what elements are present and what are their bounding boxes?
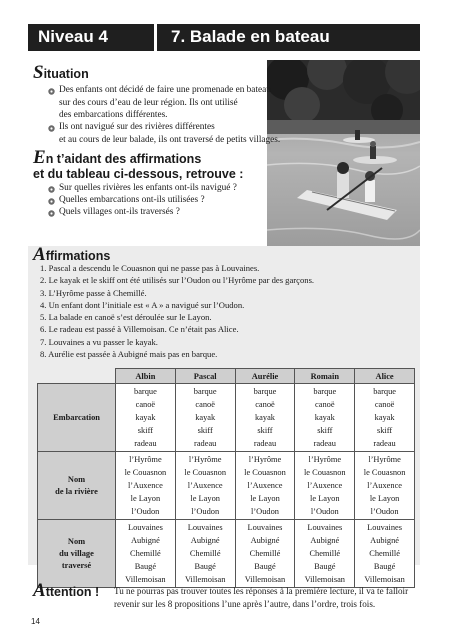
cell-option: skiff — [197, 426, 213, 435]
cell-option: le Layon — [310, 494, 340, 503]
cell-option: radeau — [313, 439, 336, 448]
cell-option: Villemoisan — [244, 575, 286, 584]
table-cell — [355, 520, 415, 588]
attention-line: revenir sur les 8 propositions l’une après l’autre, dans l’ordre, trois fois. — [114, 598, 376, 609]
cell-option: canoë — [195, 400, 215, 409]
cell-option: Louvaines — [187, 523, 223, 532]
gear-bullet-icon — [48, 125, 55, 132]
cell-option: canoë — [135, 400, 156, 409]
table-cell — [175, 384, 235, 452]
gear-bullet-icon — [48, 186, 55, 193]
table-row — [38, 384, 415, 452]
column-header: Albin — [116, 369, 176, 384]
cell-option: Baugé — [254, 562, 276, 571]
cell-option: le Layon — [130, 494, 161, 503]
cell-option: l’Hyrôme — [129, 455, 162, 464]
level-label: Niveau 4 — [38, 27, 108, 46]
question-item: Quelles embarcations ont-ils utilisées ? — [59, 195, 205, 205]
affirmation-item: 3. L’Hyrôme passe à Chemillé. — [40, 287, 147, 298]
table-row — [38, 452, 415, 520]
situation-line: sur des cours d’eau de leur région. Ils ont utilisé — [59, 97, 238, 108]
table-cell — [235, 384, 295, 452]
cell-option: le Couasnon — [363, 468, 406, 477]
cell-option: Baugé — [314, 562, 336, 571]
cell-option: barque — [373, 387, 396, 396]
row-label — [38, 452, 116, 520]
situation-line: Ils ont navigué sur des rivières différentes — [59, 122, 215, 132]
cell-option: barque — [313, 387, 337, 396]
cell-option: Chemillé — [130, 549, 161, 558]
table-cell — [355, 384, 415, 452]
cell-option: kayak — [135, 413, 156, 422]
question-item: Quels villages ont-ils traversés ? — [59, 207, 180, 217]
header-divider — [154, 24, 157, 51]
cell-option: Louvaines — [307, 523, 343, 532]
cell-option: Villemoisan — [125, 575, 166, 584]
affirmation-item: 4. Un enfant dont l’initiale est « A » a navigué sur l’Oudon. — [40, 299, 245, 310]
cell-option: Aubigné — [250, 536, 280, 545]
column-header: Aurélie — [235, 369, 295, 384]
cell-option: l’Oudon — [370, 507, 399, 516]
cell-option: l’Hyrôme — [248, 455, 282, 464]
row-label-line: Embarcation — [53, 412, 100, 422]
cell-option: Baugé — [194, 562, 216, 571]
row-label — [38, 520, 116, 588]
question-heading-line2: et du tableau ci-dessous, retrouve : — [33, 167, 244, 181]
table-cell — [175, 520, 235, 588]
affirmation-item: 8. Aurélie est passée à Aubigné mais pas en barque. — [40, 349, 218, 360]
situation-bullet-1 — [59, 84, 271, 122]
cell-option: Louvaines — [247, 523, 283, 532]
affirmations-heading-text: ffirmations — [45, 249, 111, 263]
gear-bullet-icon — [48, 210, 55, 217]
cell-option: le Layon — [369, 494, 400, 503]
cell-option: Aubigné — [370, 536, 400, 545]
column-header: Romain — [295, 369, 355, 384]
cell-option: l’Hyrôme — [188, 455, 222, 464]
row-label-line: Nom — [67, 474, 86, 484]
cell-option: l’Oudon — [191, 507, 220, 516]
table-cell — [355, 452, 415, 520]
affirmations-list — [40, 262, 314, 360]
situation-line: des embarcations différentes. — [59, 110, 168, 120]
cell-option: skiff — [376, 426, 393, 435]
question-heading-line1: n t’aidant des affirmations — [45, 152, 202, 166]
cell-option: l’Oudon — [251, 507, 279, 516]
row-label-line: traversé — [61, 560, 92, 570]
cell-option: kayak — [314, 413, 335, 422]
cell-option: l’Hyrôme — [308, 455, 342, 464]
cell-option: Baugé — [134, 562, 157, 571]
affirmation-item: 2. Le kayak et le skiff ont été utilisés sur l’Oudon ou l’Hyrôme par des garçons. — [40, 275, 315, 286]
cell-option: Chemillé — [189, 549, 221, 558]
chapter-header — [28, 24, 420, 51]
situation-initial: S — [33, 62, 44, 83]
row-label-line: Nom — [67, 536, 86, 546]
cell-option: Louvaines — [367, 523, 403, 532]
cell-option: Baugé — [373, 562, 396, 571]
affirmations-initial: A — [33, 244, 46, 265]
row-label — [38, 384, 116, 452]
table-cell — [116, 452, 176, 520]
cell-option: Villemoisan — [304, 575, 345, 584]
canoe-river-photo — [267, 60, 420, 248]
table-cell — [295, 520, 355, 588]
cell-option: kayak — [254, 413, 275, 422]
cell-option: le Couasnon — [184, 468, 227, 477]
cell-option: kayak — [374, 413, 395, 422]
table-corner — [38, 369, 116, 384]
situation-heading — [33, 62, 89, 84]
page-number: 14 — [31, 617, 40, 626]
cell-option: le Couasnon — [303, 468, 346, 477]
table-cell — [116, 520, 176, 588]
affirmation-item: 7. Louvaines a vu passer le kayak. — [40, 336, 158, 347]
question-list — [59, 182, 237, 218]
cell-option: Villemoisan — [184, 575, 226, 584]
question-initial: E — [33, 147, 46, 168]
cell-option: le Couasnon — [124, 468, 167, 477]
row-label-line: de la rivière — [55, 486, 98, 496]
cell-option: l’Hyrôme — [368, 455, 401, 464]
cell-option: le Layon — [190, 494, 220, 503]
cell-option: kayak — [195, 413, 216, 422]
cell-option: Villemoisan — [364, 575, 405, 584]
cell-option: Louvaines — [127, 523, 163, 532]
cell-option: barque — [193, 387, 217, 396]
cell-option: skiff — [317, 426, 333, 435]
table-cell — [235, 452, 295, 520]
cell-option: Aubigné — [130, 536, 160, 545]
logic-grid-table — [37, 368, 415, 588]
gear-bullet-icon — [48, 198, 55, 205]
cell-option: l’Auxence — [127, 481, 163, 490]
cell-option: canoë — [374, 400, 395, 409]
cell-option: l’Oudon — [310, 507, 339, 516]
column-header: Pascal — [175, 369, 235, 384]
cell-option: radeau — [373, 439, 396, 448]
table-cell — [235, 520, 295, 588]
cell-option: l’Auxence — [307, 481, 343, 490]
attention-line: Tu ne pourras pas trouver toutes les réponses à la première lecture, il va te falloir — [114, 586, 409, 596]
cell-option: radeau — [253, 439, 277, 448]
cell-option: canoë — [255, 400, 275, 409]
attention-heading-text: ttention ! — [45, 585, 100, 599]
row-label-line: du village — [59, 548, 94, 558]
cell-option: Chemillé — [309, 549, 341, 558]
affirmation-item: 1. Pascal a descendu le Couasnon qui ne passe pas à Louvaines. — [40, 263, 260, 273]
situation-heading-text: ituation — [43, 67, 89, 81]
attention-text — [114, 585, 419, 610]
gear-bullet-icon — [48, 88, 55, 95]
cell-option: l’Auxence — [187, 481, 223, 490]
cell-option: Aubigné — [190, 536, 220, 545]
cell-option: barque — [134, 387, 157, 396]
table-header-row — [38, 369, 415, 384]
cell-option: l’Auxence — [247, 481, 283, 490]
table-cell — [175, 452, 235, 520]
cell-option: radeau — [194, 439, 217, 448]
cell-option: skiff — [257, 426, 273, 435]
cell-option: Aubigné — [310, 536, 340, 545]
attention-heading — [33, 580, 99, 602]
table-row — [38, 520, 415, 588]
table-cell — [295, 384, 355, 452]
column-header: Alice — [355, 369, 415, 384]
cell-option: radeau — [134, 439, 157, 448]
situation-line: Des enfants ont décidé de faire une promenade en bateau — [59, 85, 271, 95]
cell-option: canoë — [315, 400, 335, 409]
cell-option: l’Auxence — [367, 481, 403, 490]
affirmation-item: 6. Le radeau est passé à Villemoisan. Ce n’était pas Alice. — [40, 324, 239, 335]
cell-option: l’Oudon — [131, 507, 160, 516]
table-cell — [295, 452, 355, 520]
cell-option: le Layon — [250, 494, 280, 503]
attention-initial: A — [33, 580, 46, 601]
question-heading — [33, 147, 244, 182]
cell-option: le Couasnon — [244, 468, 286, 477]
affirmation-item: 5. La balade en canoë s’est déroulée sur le Layon. — [40, 312, 212, 323]
cell-option: skiff — [137, 426, 153, 435]
chapter-title: 7. Balade en bateau — [171, 27, 330, 46]
question-item: Sur quelles rivières les enfants ont-ils navigué ? — [59, 183, 237, 193]
situation-bullet-2 — [59, 121, 280, 146]
table-cell — [116, 384, 176, 452]
cell-option: Chemillé — [369, 549, 400, 558]
cell-option: Chemillé — [249, 549, 281, 558]
cell-option: barque — [253, 387, 277, 396]
situation-line: et au cours de leur balade, ils ont traversé de petits villages. — [59, 134, 281, 145]
